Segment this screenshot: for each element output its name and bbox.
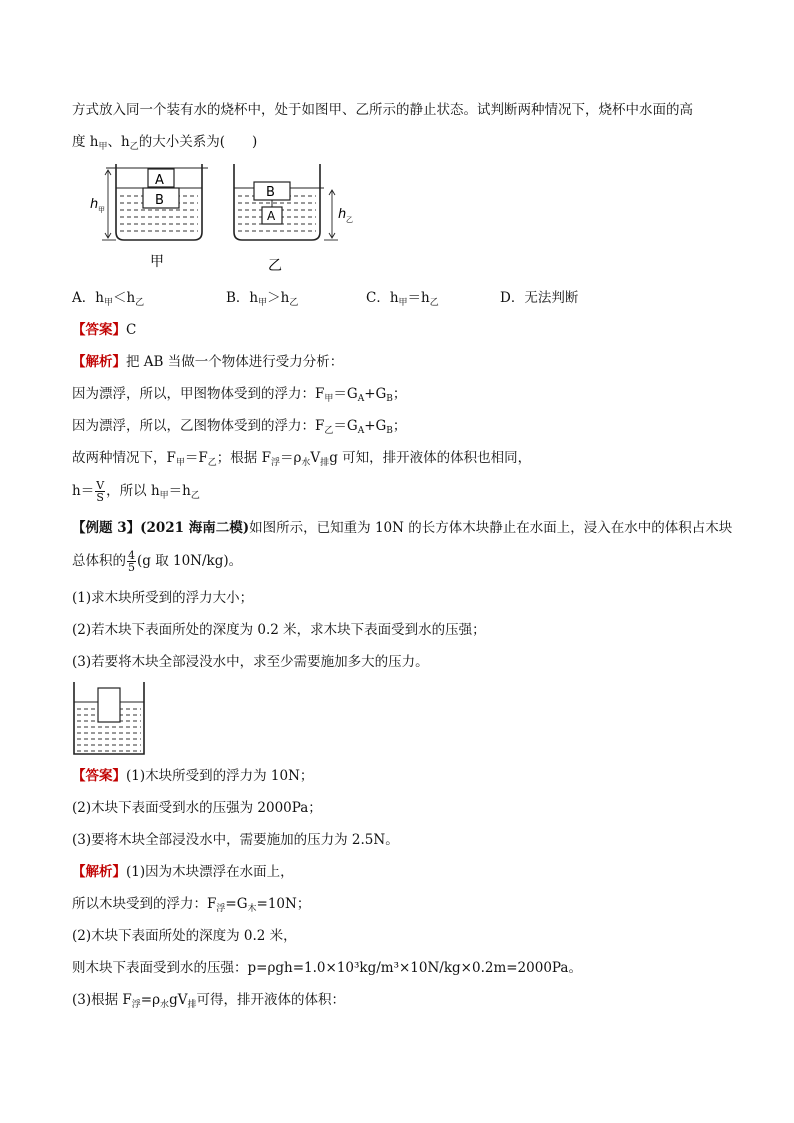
q3-stem-line2: 总体积的 $\frac{4}{5}$ (g 取 10N/kg)。 — [72, 549, 243, 574]
q3-answer-2: (2)木块下表面受到水的压强为 2000Pa； — [72, 800, 322, 816]
q2-analysis-line4: h＝ $\frac{V}{S}$ ，所以 $h_甲=h_乙$ — [72, 479, 200, 504]
wood-block — [98, 688, 120, 722]
q3-part1: (1)求木块所受到的浮力大小； — [72, 590, 254, 606]
h-sub-left: 甲 — [98, 206, 105, 214]
box-a-label-right: A — [267, 209, 276, 223]
q2-analysis-line3: 故两种情况下，$F_甲=F_乙$；根据 $F_浮=\rho_水V_排g$ 可知，排开液体的体积也相同， — [72, 450, 532, 468]
figure-label-jia: 甲 — [150, 254, 164, 270]
option-b: B．$h_甲>h_乙$ — [226, 290, 299, 308]
fraction-v-over-s: $\frac{V}{S}$ — [96, 479, 105, 504]
option-d: D．无法判断 — [500, 290, 579, 306]
q2-analysis-intro: 【解析】把 AB 当做一个物体进行受力分析： — [72, 354, 344, 370]
beakers-figure — [88, 160, 358, 280]
box-b-label-right: B — [266, 185, 275, 200]
q2-stem-line1: 方式放入同一个装有水的烧杯中，处于如图甲、乙所示的静止状态。试判断两种情况下，烧杯中水面的高 — [72, 102, 693, 118]
q3-analysis-3: (2)木块下表面所处的深度为 0.2 米， — [72, 928, 297, 944]
box-b-label-left: B — [155, 193, 164, 208]
q3-analysis-4: 则木块下表面受到水的压强：p=ρgh=1.0×10³kg/m³×10N/kg×0.2m=2000Pa。 — [72, 960, 582, 976]
fraction-4-over-5: $\frac{4}{5}$ — [128, 549, 135, 574]
floating-block-figure — [72, 682, 148, 758]
q3-analysis-5: (3)根据 $F_浮=\rho_水gV_排$可得，排开液体的体积： — [72, 992, 345, 1010]
q2-analysis-line1: 因为漂浮，所以，甲图物体受到的浮力：$F_甲=G_A+G_B$； — [72, 386, 407, 404]
q3-part2: (2)若木块下表面所处的深度为 0.2 米，求木块下表面受到水的压强； — [72, 622, 486, 638]
q2-stem-line2: 度 $h_甲$、$h_乙$的大小关系为( ) — [72, 134, 258, 152]
beaker-right — [234, 164, 353, 274]
h-sub-right: 乙 — [346, 216, 353, 224]
q2-analysis-line2: 因为漂浮，所以，乙图物体受到的浮力：$F_乙=G_A+G_B$； — [72, 418, 407, 436]
q3-analysis-1: 【解析】(1)因为木块漂浮在水面上， — [72, 864, 294, 880]
figure-label-yi: 乙 — [268, 258, 282, 274]
q3-stem-line1: 【例题 3】(2021 海南二模)如图所示，已知重为 10N 的长方体木块静止在水面上，浸入在水中的体积占木块 — [72, 520, 733, 536]
q3-part3: (3)若要将木块全部浸没水中，求至少需要施加多大的压力。 — [72, 654, 429, 670]
option-c: C．$h_甲=h_乙$ — [366, 290, 439, 308]
q2-answer: 【答案】C — [72, 322, 137, 338]
q3-answer-3: (3)要将木块全部浸没水中，需要施加的压力为 2.5N。 — [72, 832, 399, 848]
h-label-right: h — [338, 207, 347, 222]
box-a-label-left: A — [155, 173, 164, 188]
q3-answer-1: 【答案】(1)木块所受到的浮力为 10N； — [72, 768, 314, 784]
q3-analysis-2: 所以木块受到的浮力：$F_浮=G_木=10N$； — [72, 896, 311, 914]
h-label-left: h — [90, 197, 99, 212]
option-a: A．$h_甲<h_乙$ — [72, 290, 145, 308]
beaker-left — [90, 164, 208, 270]
